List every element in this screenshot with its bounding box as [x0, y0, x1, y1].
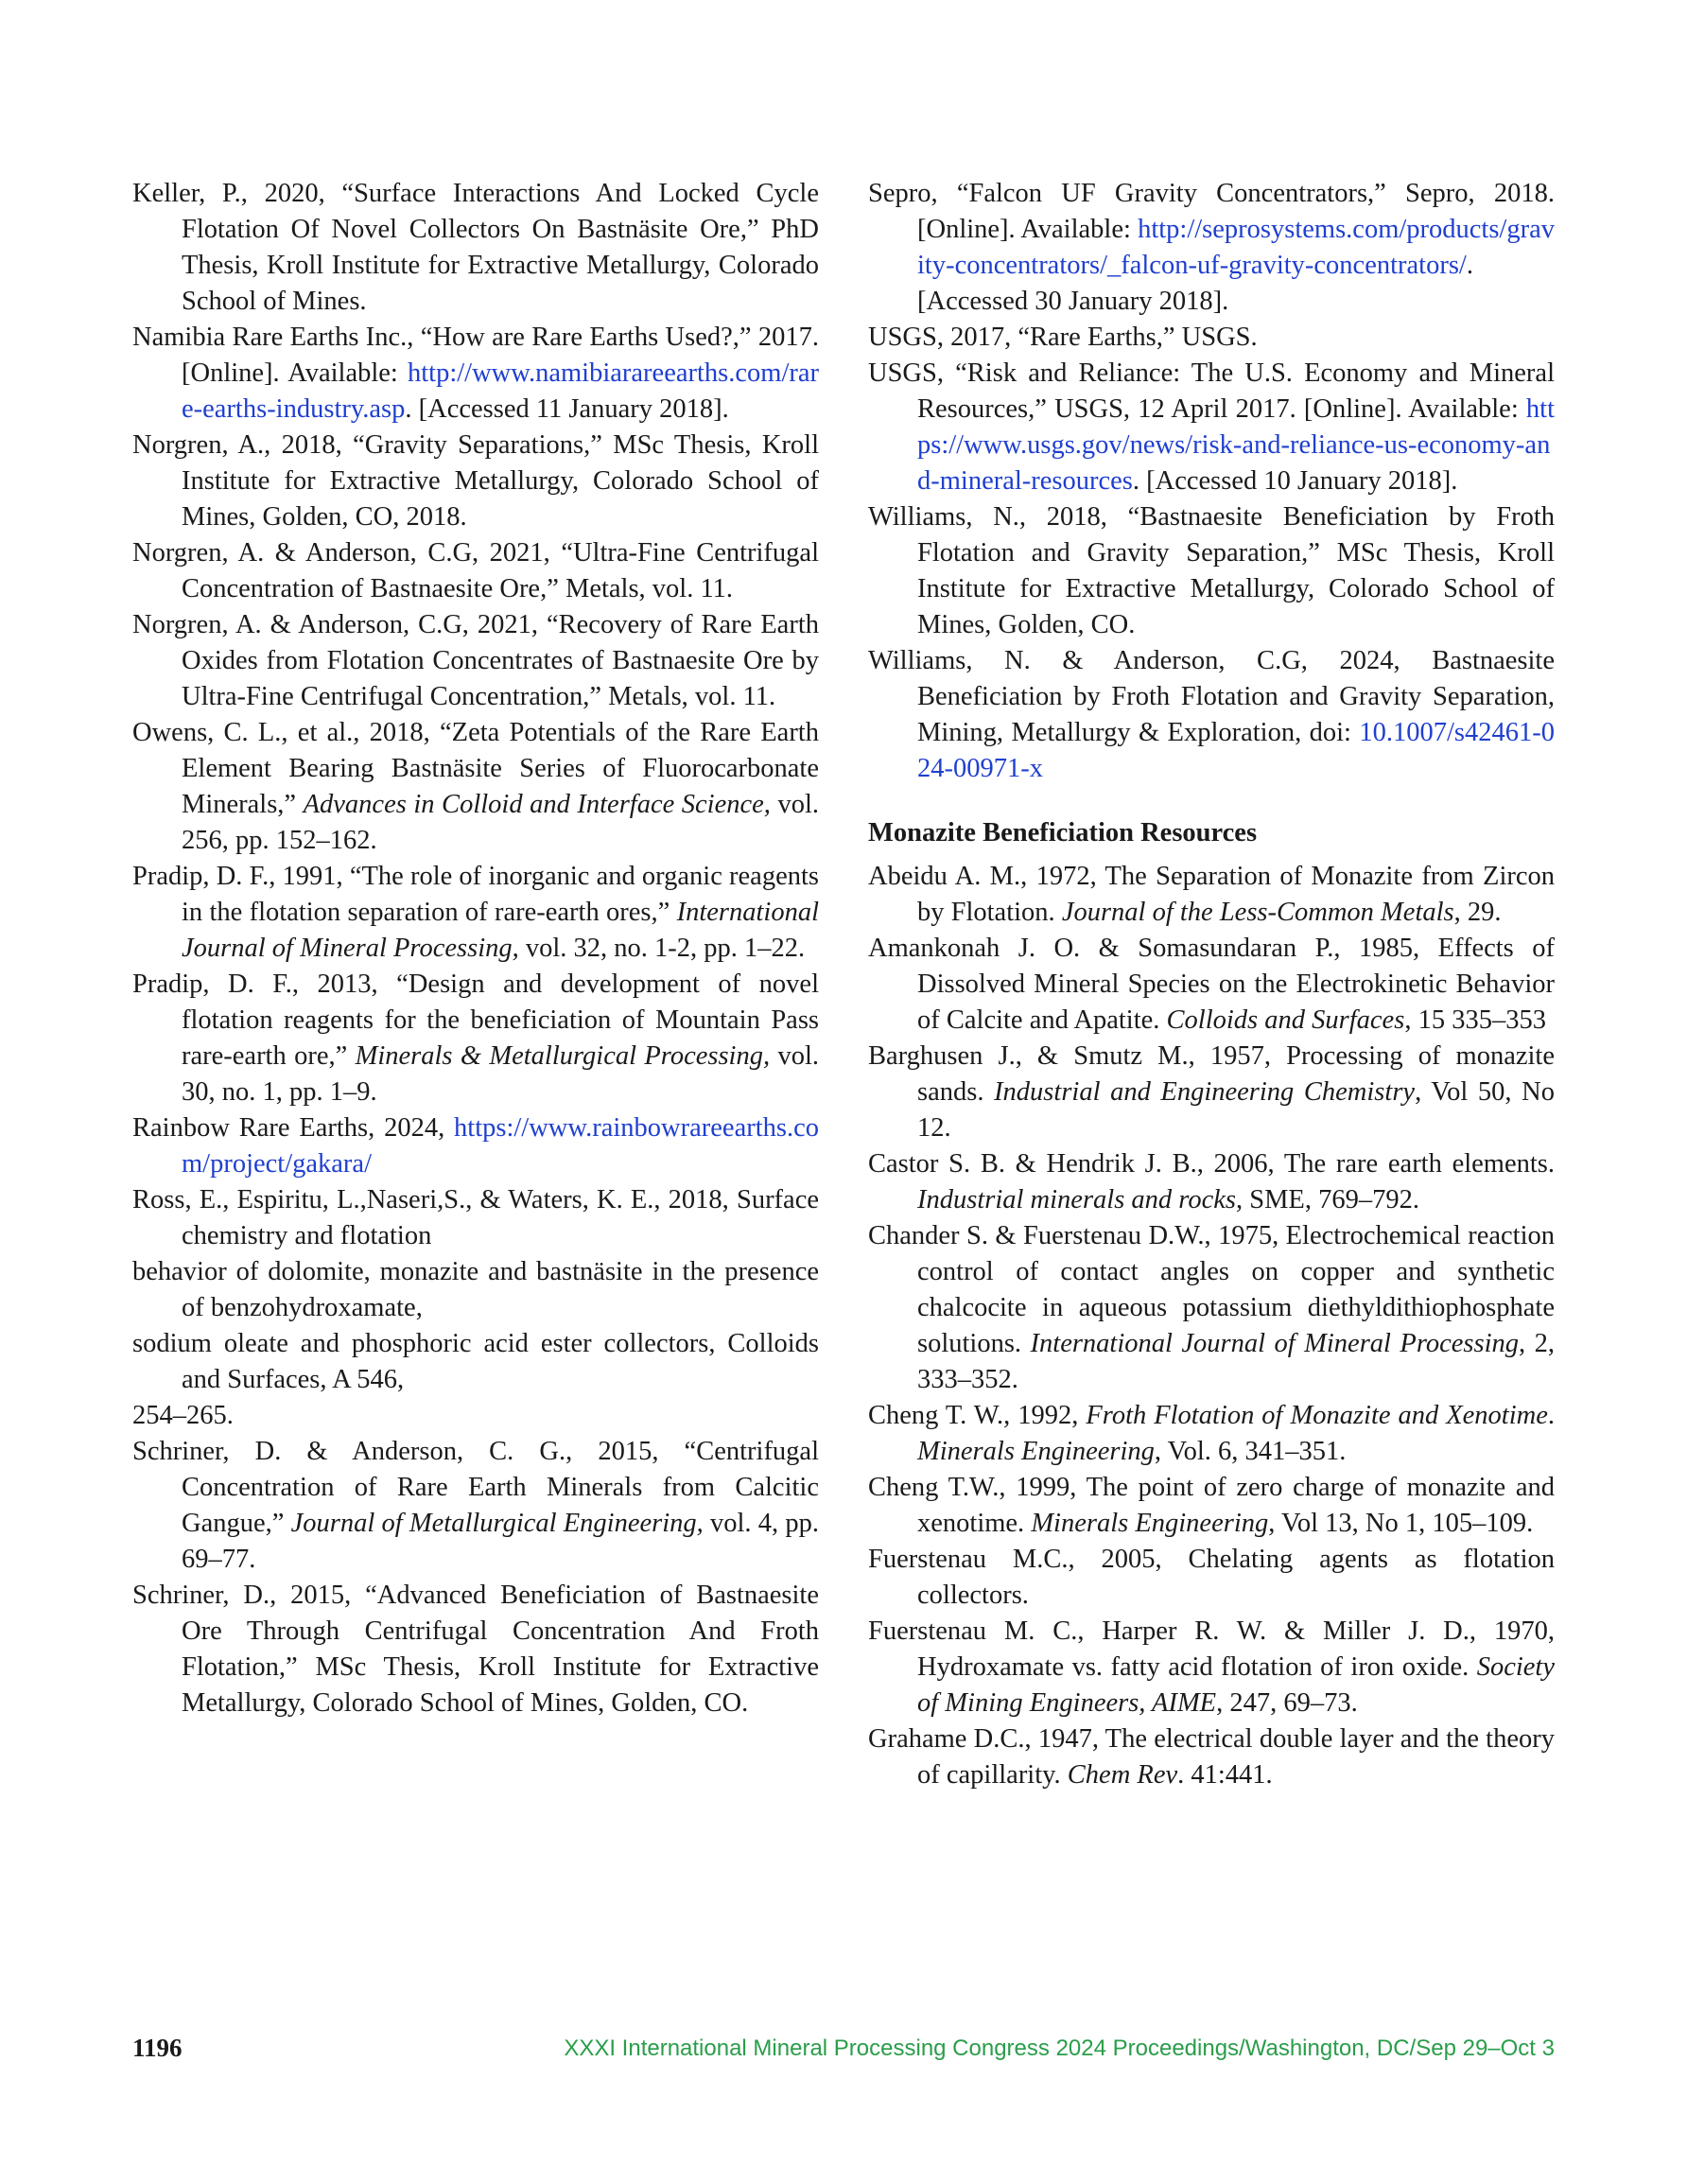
reference-entry	[132, 1110, 819, 1182]
reference-italic-text: Chem Rev	[1067, 1760, 1178, 1790]
reference-italic-text: Minerals Engineering	[1031, 1509, 1269, 1538]
reference-text: Amankonah J. O. & Somasundaran P., 1985, Effects of Dissolved Mineral Species on the Electrokinetic Behavior of Calcite and Apatite.	[868, 934, 1555, 1035]
reference-italic-text: International Journal of Mineral Processing	[1030, 1329, 1520, 1358]
reference-text: , Vol 13, No 1, 105–109.	[1268, 1509, 1534, 1538]
reference-italic-text: Journal of the Less-Common Metals	[1061, 898, 1454, 927]
reference-text: . [Accessed 30 January 2018].	[917, 251, 1473, 316]
reference-text: , Vol 50, No 12.	[917, 1077, 1555, 1143]
reference-entry	[132, 967, 819, 1110]
reference-text: . 41:441.	[1177, 1760, 1273, 1790]
reference-text: Pradip, D. F., 1991, “The role of inorganic and organic reagents in the flotation separation of rare-earth ores,”	[132, 862, 819, 927]
reference-italic-text: Froth Flotation of Monazite and Xenotime	[1086, 1401, 1548, 1430]
reference-text: Williams, N., 2018, “Bastnaesite Beneficiation by Froth Flotation and Gravity Separation,” MSc Thesis, Kroll Institute for Extractive Metallurgy, Colorado School of Mines, Golden, CO.	[868, 502, 1555, 639]
reference-entry	[132, 535, 819, 607]
reference-italic-text: Minerals Engineering	[917, 1437, 1155, 1466]
reference-text: Fuerstenau M. C., Harper R. W. & Miller J. D., 1970, Hydroxamate vs. fatty acid flotation of iron oxide.	[868, 1616, 1555, 1682]
reference-text: Cheng T. W., 1992,	[868, 1401, 1087, 1430]
reference-text: USGS, “Risk and Reliance: The U.S. Economy and Mineral Resources,” USGS, 12 April 2017. [Online]. Available:	[868, 358, 1555, 424]
reference-text: Ross, E., Espiritu, L.,Naseri,S., & Waters, K. E., 2018, Surface chemistry and flotation	[132, 1185, 819, 1250]
reference-italic-text: Industrial and Engineering Chemistry	[994, 1077, 1416, 1107]
reference-text: Namibia Rare Earths Inc., “How are Rare Earths Used?,” 2017. [Online]. Available:	[132, 323, 819, 388]
reference-entry	[132, 428, 819, 535]
reference-text: vol. 256, pp. 152–162.	[182, 790, 819, 855]
reference-text: Norgren, A. & Anderson, C.G, 2021, “Ultra-Fine Centrifugal Concentration of Bastnaesite Ore,” Metals, vol. 11.	[132, 538, 819, 603]
reference-text: behavior of dolomite, monazite and bastnäsite in the presence of benzohydroxamate,	[132, 1257, 819, 1322]
reference-text: , 15 335–353	[1404, 1005, 1546, 1035]
right-refs-top	[868, 176, 1555, 787]
reference-text: Owens, C. L., et al., 2018, “Zeta Potentials of the Rare Earth Element Bearing Bastnäsite Series of Fluorocarbonate Minerals,”	[132, 718, 819, 819]
reference-italic-text: Society of Mining Engineers, AIME	[917, 1652, 1555, 1718]
page-footer	[132, 2034, 1555, 2071]
reference-text: Fuerstenau M.C., 2005, Chelating agents as flotation collectors.	[868, 1545, 1555, 1610]
reference-text: Castor S. B. & Hendrik J. B., 2006, The rare earth elements.	[868, 1149, 1555, 1179]
reference-text: Schriner, D. & Anderson, C. G., 2015, “Centrifugal Concentration of Rare Earth Minerals from Calcitic Gangue,”	[132, 1437, 819, 1538]
reference-entry	[132, 176, 819, 320]
reference-text: Barghusen J., & Smutz M., 1957, Processing of monazite sands.	[868, 1041, 1555, 1107]
reference-entry	[132, 607, 819, 715]
reference-entry	[132, 320, 819, 428]
reference-text: Grahame D.C., 1947, The electrical double layer and the theory of capillarity.	[868, 1724, 1555, 1790]
reference-text: Cheng T.W., 1999, The point of zero charge of monazite and xenotime.	[868, 1473, 1555, 1538]
reference-entry	[868, 356, 1555, 499]
reference-text: , 29.	[1453, 898, 1502, 927]
reference-text: . [Accessed 10 January 2018].	[1132, 466, 1458, 496]
reference-italic-text: Advances in Colloid and Interface Science,	[303, 790, 771, 819]
reference-entry	[868, 643, 1555, 787]
reference-link[interactable]: https://www.usgs.gov/news/risk-and-reliance-us-economy-and-mineral-resources	[917, 394, 1555, 496]
reference-text: sodium oleate and phosphoric acid ester collectors, Colloids and Surfaces, A 546,	[132, 1329, 819, 1394]
reference-text: . [Accessed 11 January 2018].	[405, 394, 729, 424]
reference-entry	[132, 1182, 819, 1254]
reference-italic-text: Minerals & Metallurgical Processing,	[355, 1041, 771, 1071]
reference-entry	[868, 176, 1555, 320]
section-heading: Monazite Beneficiation Resources	[868, 818, 1258, 847]
reference-text: USGS, 2017, “Rare Earths,” USGS.	[868, 323, 1258, 352]
reference-entry	[868, 1721, 1555, 1793]
reference-text: , Vol. 6, 341–351.	[1154, 1437, 1347, 1466]
reference-text: Chander S. & Fuerstenau D.W., 1975, Electrochemical reaction control of contact angles on copper and synthetic chalcocite in aqueous potassium diethyldithiophosphate solutions.	[868, 1221, 1555, 1358]
reference-text: , SME, 769–792.	[1235, 1185, 1419, 1214]
reference-text: vol. 32, no. 1-2, pp. 1–22.	[518, 934, 806, 963]
reference-entry	[868, 859, 1555, 931]
reference-entry	[868, 1470, 1555, 1542]
reference-italic-text: Journal of Metallurgical Engineering,	[290, 1509, 704, 1538]
reference-entry	[132, 1254, 819, 1326]
left-column	[132, 176, 819, 1721]
reference-text: vol. 4, pp. 69–77.	[182, 1509, 819, 1574]
reference-entry	[868, 1146, 1555, 1218]
reference-entry	[132, 1326, 819, 1398]
reference-entry	[868, 1039, 1555, 1146]
reference-italic-text: Industrial minerals and rocks	[917, 1185, 1236, 1214]
reference-italic-text: Colloids and Surfaces	[1166, 1005, 1405, 1035]
reference-entry	[132, 715, 819, 859]
reference-entry	[868, 931, 1555, 1039]
reference-text: Williams, N. & Anderson, C.G, 2024, Bastnaesite Beneficiation by Froth Flotation and Gravity Separation, Mining, Metallurgy & Exploration, doi:	[868, 646, 1555, 747]
reference-text: 254–265.	[132, 1401, 234, 1430]
reference-text: Abeidu A. M., 1972, The Separation of Monazite from Zircon by Flotation.	[868, 862, 1555, 927]
page-number: 1196	[132, 2034, 183, 2062]
reference-entry	[868, 320, 1555, 356]
reference-text: Schriner, D., 2015, “Advanced Beneficiation of Bastnaesite Ore Through Centrifugal Concentration And Froth Flotation,” MSc Thesis, Kroll Institute for Extractive Metallurgy, Colorado School of Mines, Golden, CO.	[132, 1581, 819, 1718]
reference-entry	[868, 1398, 1555, 1470]
reference-entry	[132, 859, 819, 967]
right-column	[868, 176, 1555, 1793]
reference-text: vol. 30, no. 1, pp. 1–9.	[182, 1041, 819, 1107]
reference-link[interactable]: http://seprosystems.com/products/gravity-concentrators/_falcon-uf-gravity-concentrators/	[917, 215, 1555, 280]
reference-text: Norgren, A., 2018, “Gravity Separations,” MSc Thesis, Kroll Institute for Extractive Metallurgy, Colorado School of Mines, Golden, CO, 2018.	[132, 430, 819, 532]
reference-link[interactable]: http://www.namibiarareearths.com/rare-earths-industry.asp	[182, 358, 819, 424]
reference-entry	[132, 1398, 819, 1434]
right-refs-bottom	[868, 859, 1555, 1793]
reference-entry	[868, 1614, 1555, 1721]
reference-entry	[132, 1434, 819, 1578]
reference-italic-text: International Journal of Mineral Processing,	[182, 898, 819, 963]
reference-text: , 247, 69–73.	[1216, 1688, 1358, 1718]
reference-link[interactable]: https://www.rainbowrareearths.com/project/gakara/	[182, 1113, 819, 1179]
reference-entry	[868, 1218, 1555, 1398]
reference-text: Keller, P., 2020, “Surface Interactions And Locked Cycle Flotation Of Novel Collectors On Bastnäsite Ore,” PhD Thesis, Kroll Institute for Extractive Metallurgy, Colorado School of Mines.	[132, 179, 819, 316]
reference-text: , 2, 333–352.	[917, 1329, 1555, 1394]
reference-text: .	[1547, 1401, 1555, 1430]
running-title: XXXI International Mineral Processing Congress 2024 Proceedings/Washington, DC/Sep 29–Oct 3	[564, 2035, 1555, 2061]
reference-text: Sepro, “Falcon UF Gravity Concentrators,” Sepro, 2018. [Online]. Available:	[868, 179, 1555, 244]
reference-entry	[868, 1542, 1555, 1614]
reference-link[interactable]: 10.1007/s42461-024-00971-x	[917, 718, 1555, 783]
reference-entry	[868, 499, 1555, 643]
reference-text: Norgren, A. & Anderson, C.G, 2021, “Recovery of Rare Earth Oxides from Flotation Concentrates of Bastnaesite Ore by Ultra-Fine Centrifugal Concentration,” Metals, vol. 11.	[132, 610, 819, 711]
reference-text: Rainbow Rare Earths, 2024,	[132, 1113, 455, 1143]
reference-entry	[132, 1578, 819, 1721]
reference-text: Pradip, D. F., 2013, “Design and development of novel flotation reagents for the beneficiation of Mountain Pass rare-earth ore,”	[132, 970, 819, 1071]
